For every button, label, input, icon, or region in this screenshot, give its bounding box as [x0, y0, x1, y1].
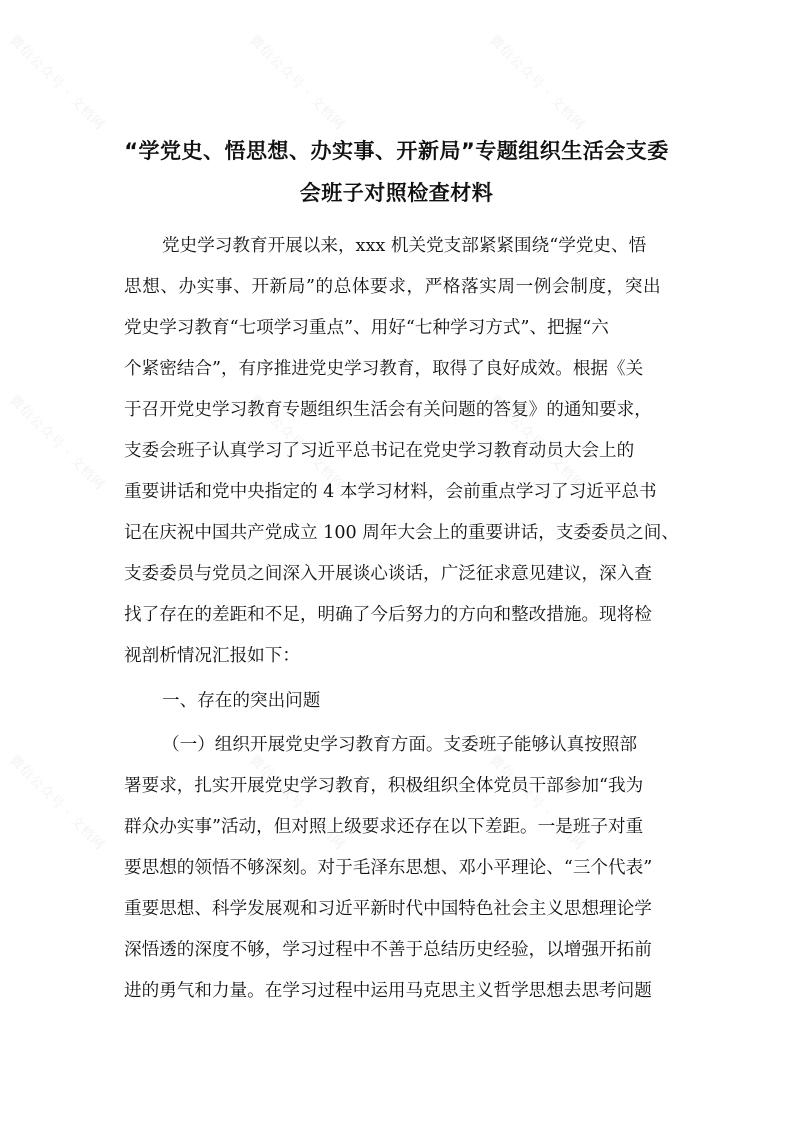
section-heading: 一、存在的突出问题	[162, 691, 321, 711]
watermark-text: 微信公众号 · 文档网	[6, 32, 108, 134]
document-title-line-1: “学党史、悟思想、办实事、开新局”专题组织生活会支委	[124, 139, 669, 163]
watermark-text: 微信公众号 · 文档网	[6, 752, 108, 854]
paragraph-line: 党史学习教育开展以来，xxx 机关党支部紧紧围绕“学党史、悟	[162, 236, 647, 256]
paragraph-line: 重要思想、科学发展观和习近平新时代中国特色社会主义思想理论学	[124, 899, 652, 919]
paragraph-line: 群众办实事”活动，但对照上级要求还存在以下差距。一是班子对重	[124, 817, 644, 837]
paragraph-line: 视剖析情况汇报如下：	[124, 646, 300, 666]
paragraph-line: 进的勇气和力量。在学习过程中运用马克思主义哲学思想去思考问题	[124, 981, 652, 1001]
paragraph-line: （一）组织开展党史学习教育方面。支委班子能够认真按照部	[162, 735, 638, 755]
watermark-text: 微信公众号 · 文档网	[246, 32, 348, 134]
paragraph-line: 党史学习教育“七项学习重点”、用好“七种学习方式”、把握“六	[124, 318, 609, 338]
paragraph-line: 记在庆祝中国共产党成立 100 周年大会上的重要讲话，支委委员之间、	[124, 523, 679, 543]
paragraph-line: 个紧密结合”，有序推进党史学习教育，取得了良好成效。根据《关	[124, 359, 644, 379]
paragraph-line: 要思想的领悟不够深刻。对于毛泽东思想、邓小平理论、“三个代表”	[124, 858, 653, 878]
paragraph-line: 署要求，扎实开展党史学习教育，积极组织全体党员干部参加“我为	[124, 776, 644, 796]
watermark-text: 微信公众号 · 文档网	[6, 392, 108, 494]
watermark-text: 微信公众号 · 文档网	[246, 392, 348, 494]
document-title-line-2: 会班子对照检查材料	[299, 181, 494, 205]
paragraph-line: 支委会班子认真学习了习近平总书记在党史学习教育动员大会上的	[124, 441, 635, 461]
paragraph-line: 思想、办实事、开新局”的总体要求，严格落实周一例会制度，突出	[124, 277, 662, 297]
paragraph-line: 深悟透的深度不够，学习过程中不善于总结历史经验，以增强开拓前	[124, 940, 652, 960]
paragraph-line: 于召开党史学习教育专题组织生活会有关问题的答复》的通知要求，	[124, 400, 652, 420]
paragraph-line: 找了存在的差距和不足，明确了今后努力的方向和整改措施。现将检	[124, 605, 652, 625]
watermark-text: 微信公众号 · 文档网	[486, 32, 588, 134]
watermark-text: 微信公众号 · 文档网	[486, 752, 588, 854]
paragraph-line: 重要讲话和党中央指定的 4 本学习材料，会前重点学习了习近平总书	[124, 482, 657, 502]
watermark-text: 微信公众号 · 文档网	[486, 392, 588, 494]
watermark-text: 微信公众号 · 文档网	[246, 752, 348, 854]
paragraph-line: 支委委员与党员之间深入开展谈心谈话，广泛征求意见建议，深入查	[124, 564, 652, 584]
